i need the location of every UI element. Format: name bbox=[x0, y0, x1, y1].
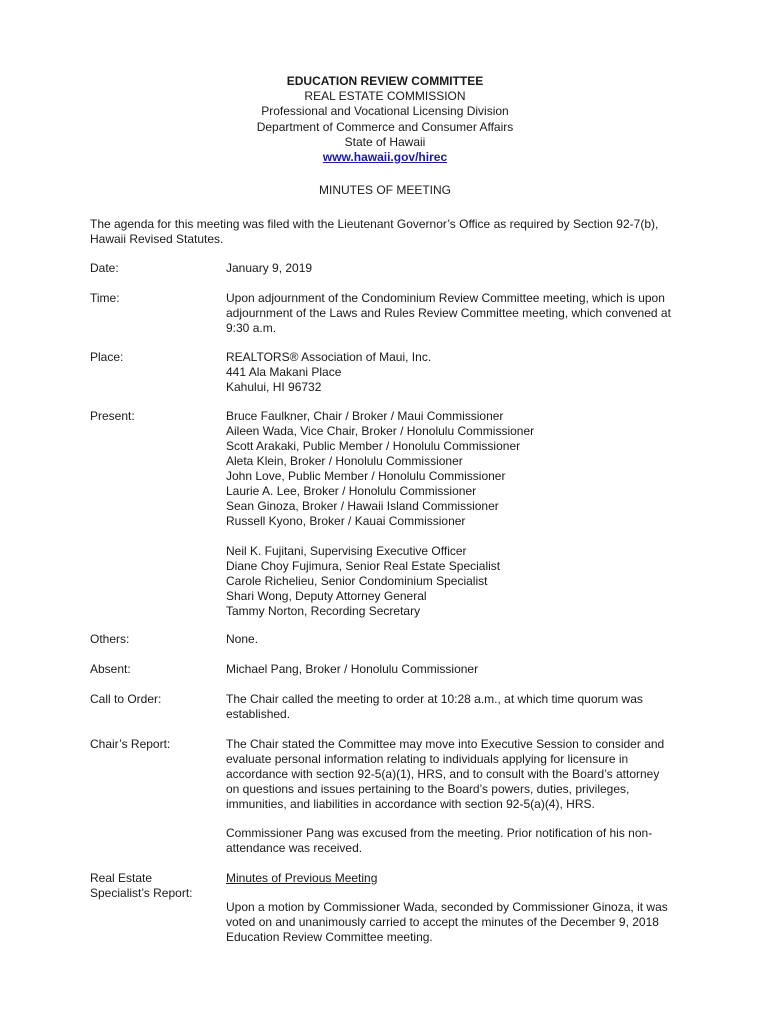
minutes-motion-text bbox=[226, 900, 696, 945]
attendee: Laurie A. Lee, Broker / Honolulu Commissioner bbox=[226, 484, 477, 498]
motion-line: Upon a motion by Commissioner Wada, seconded by Commissioner Ginoza, it was bbox=[226, 900, 668, 914]
committee-title: EDUCATION REVIEW COMMITTEE bbox=[286, 74, 484, 88]
staff-member: Diane Choy Fujimura, Senior Real Estate Specialist bbox=[226, 559, 501, 573]
others-value: None. bbox=[226, 632, 259, 646]
absent-label: Absent: bbox=[90, 662, 131, 676]
specialist-report-text bbox=[226, 871, 696, 886]
call-to-order-line: established. bbox=[226, 707, 291, 721]
chairs-report-text bbox=[226, 737, 696, 812]
chairs-report-line: The Chair stated the Committee may move into Executive Session to consider and bbox=[226, 737, 665, 751]
minutes-heading: MINUTES OF MEETING bbox=[319, 183, 451, 197]
attendee: Russell Kyono, Broker / Kauai Commissioner bbox=[226, 514, 466, 528]
intro-line: The agenda for this meeting was filed with the Lieutenant Governor’s Office as required by Section 92-7(b), bbox=[90, 217, 659, 231]
attendee: John Love, Public Member / Honolulu Commissioner bbox=[226, 469, 506, 483]
time-line: adjournment of the Laws and Rules Review Committee meeting, which convened at bbox=[226, 306, 671, 320]
present-list bbox=[226, 409, 696, 529]
department-name: Department of Commerce and Consumer Affairs bbox=[256, 119, 514, 134]
specialist-report-label-line: Real Estate bbox=[90, 871, 153, 885]
time-line: Upon adjournment of the Condominium Review Committee meeting, which is upon bbox=[226, 291, 665, 305]
time-value bbox=[226, 291, 696, 336]
specialist-report-label-line: Specialist’s Report: bbox=[90, 886, 193, 900]
attendee: Bruce Faulkner, Chair / Broker / Maui Commissioner bbox=[226, 409, 504, 423]
chairs-report-note-line: attendance was received. bbox=[226, 841, 363, 855]
chairs-report-note-line: Commissioner Pang was excused from the meeting. Prior notification of his non- bbox=[226, 826, 653, 840]
commission-name: REAL ESTATE COMMISSION bbox=[304, 89, 466, 104]
chairs-report-note bbox=[226, 826, 696, 856]
place-line: 441 Ala Makani Place bbox=[226, 365, 342, 379]
others-label: Others: bbox=[90, 632, 130, 646]
staff-list bbox=[226, 544, 696, 619]
call-to-order-line: The Chair called the meeting to order at 10:28 a.m., at which time quorum was bbox=[226, 692, 643, 706]
chairs-report-line: immunities, and liabilities in accordance with section 92-5(a)(4), HRS. bbox=[226, 797, 595, 811]
motion-line: voted on and unanimously carried to accept the minutes of the December 9, 2018 bbox=[226, 915, 659, 929]
chairs-report-label: Chair’s Report: bbox=[90, 737, 171, 751]
attendee: Scott Arakaki, Public Member / Honolulu Commissioner bbox=[226, 439, 521, 453]
chairs-report-line: evaluate personal information relating to individuals applying for licensure in bbox=[226, 752, 629, 766]
chairs-report-line: on questions and issues pertaining to the Board’s powers, duties, privileges, bbox=[226, 782, 630, 796]
website-link[interactable]: www.hawaii.gov/hirec bbox=[322, 150, 448, 165]
call-to-order-text bbox=[226, 692, 696, 722]
specialist-report-label bbox=[90, 871, 220, 901]
time-line: 9:30 a.m. bbox=[226, 321, 277, 335]
intro-paragraph bbox=[90, 217, 700, 247]
attendee: Aleta Klein, Broker / Honolulu Commissioner bbox=[226, 454, 463, 468]
date-label: Date: bbox=[90, 261, 119, 275]
intro-line: Hawaii Revised Statutes. bbox=[90, 232, 224, 246]
staff-member: Tammy Norton, Recording Secretary bbox=[226, 604, 421, 618]
division-name: Professional and Vocational Licensing Division bbox=[261, 104, 509, 119]
document-header bbox=[0, 74, 770, 165]
attendee: Aileen Wada, Vice Chair, Broker / Honolulu Commissioner bbox=[226, 424, 535, 438]
place-line: Kahului, HI 96732 bbox=[226, 380, 322, 394]
absent-value: Michael Pang, Broker / Honolulu Commissioner bbox=[226, 662, 479, 676]
place-label: Place: bbox=[90, 350, 124, 364]
present-label: Present: bbox=[90, 409, 135, 423]
attendee: Sean Ginoza, Broker / Hawaii Island Commissioner bbox=[226, 499, 499, 513]
staff-member: Neil K. Fujitani, Supervising Executive Officer bbox=[226, 544, 467, 558]
state-name: State of Hawaii bbox=[344, 134, 426, 149]
place-value bbox=[226, 350, 696, 395]
motion-line: Education Review Committee meeting. bbox=[226, 930, 433, 944]
chairs-report-line: accordance with section 92-5(a)(1), HRS, and to consult with the Board’s attorney bbox=[226, 767, 660, 781]
staff-member: Shari Wong, Deputy Attorney General bbox=[226, 589, 427, 603]
place-line: REALTORS® Association of Maui, Inc. bbox=[226, 350, 432, 364]
staff-member: Carole Richelieu, Senior Condominium Specialist bbox=[226, 574, 488, 588]
call-to-order-label: Call to Order: bbox=[90, 692, 162, 706]
minutes-subheading: Minutes of Previous Meeting bbox=[226, 871, 378, 885]
time-label: Time: bbox=[90, 291, 120, 305]
date-value: January 9, 2019 bbox=[226, 261, 313, 275]
